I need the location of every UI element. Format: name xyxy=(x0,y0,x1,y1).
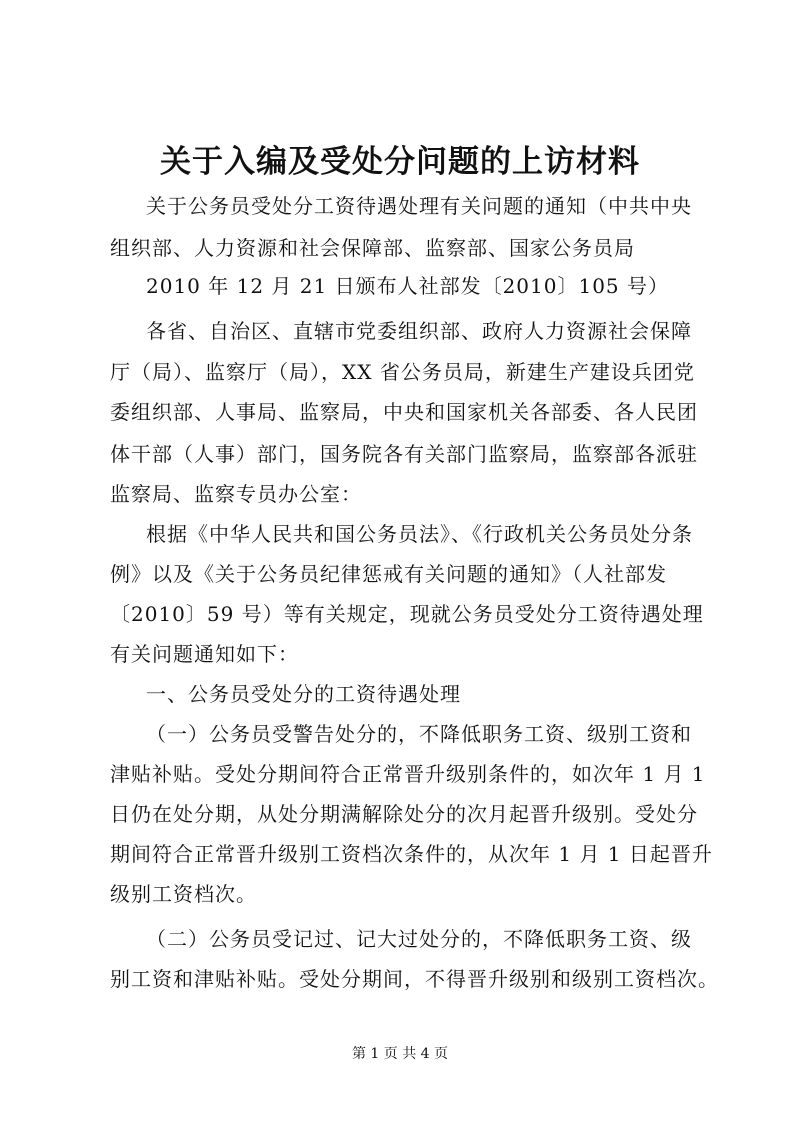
text-line: 监察局、监察专员办公室： xyxy=(110,482,362,506)
text-line: 级别工资档次。 xyxy=(110,882,257,906)
text-line: 〔2010〕59 号）等有关规定，现就公务员受处分工资待遇处理 xyxy=(110,602,704,626)
document-title: 关于入编及受处分问题的上访材料 xyxy=(160,144,640,180)
text-line: 委组织部、人事局、监察局，中央和国家机关各部委、各人民团 xyxy=(110,400,698,424)
text-line: （一）公务员受警告处分的，不降低职务工资、级别工资和 xyxy=(146,722,692,746)
text-line: 别工资和津贴补贴。受处分期间，不得晋升级别和级别工资档次。 xyxy=(110,967,719,991)
text-line: 期间符合正常晋升级别工资档次条件的，从次年 1 月 1 日起晋升 xyxy=(110,842,713,866)
text-line: 有关问题通知如下： xyxy=(110,642,299,666)
text-line: 日仍在处分期，从处分期满解除处分的次月起晋升级别。受处分 xyxy=(110,802,698,826)
text-line: 各省、自治区、直辖市党委组织部、政府人力资源社会保障 xyxy=(146,319,692,343)
page-indicator: 第 1 页 共 4 页 xyxy=(351,1046,449,1062)
text-line: 津贴补贴。受处分期间符合正常晋升级别条件的，如次年 1 月 1 xyxy=(110,762,706,786)
text-line: （二）公务员受记过、记大过处分的，不降低职务工资、级 xyxy=(146,927,692,951)
text-line: 厅（局）、监察厅（局），XX 省公务员局，新建生产建设兵团党 xyxy=(110,360,695,384)
text-line: 根据《中华人民共和国公务员法》、《行政机关公务员处分条 xyxy=(146,522,693,546)
section-heading: 一、公务员受处分的工资待遇处理 xyxy=(146,682,461,706)
text-line: 组织部、人力资源和社会保障部、监察部、国家公务员局 xyxy=(110,236,635,260)
text-line: 体干部（人事）部门，国务院各有关部门监察局，监察部各派驻 xyxy=(110,442,698,466)
text-line: 关于公务员受处分工资待遇处理有关问题的通知（中共中央 xyxy=(146,194,692,218)
text-line: 例》以及《关于公务员纪律惩戒有关问题的通知》（人社部发 xyxy=(110,562,667,586)
text-line: 2010 年 12 月 21 日颁布人社部发〔2010〕105 号） xyxy=(146,274,670,298)
